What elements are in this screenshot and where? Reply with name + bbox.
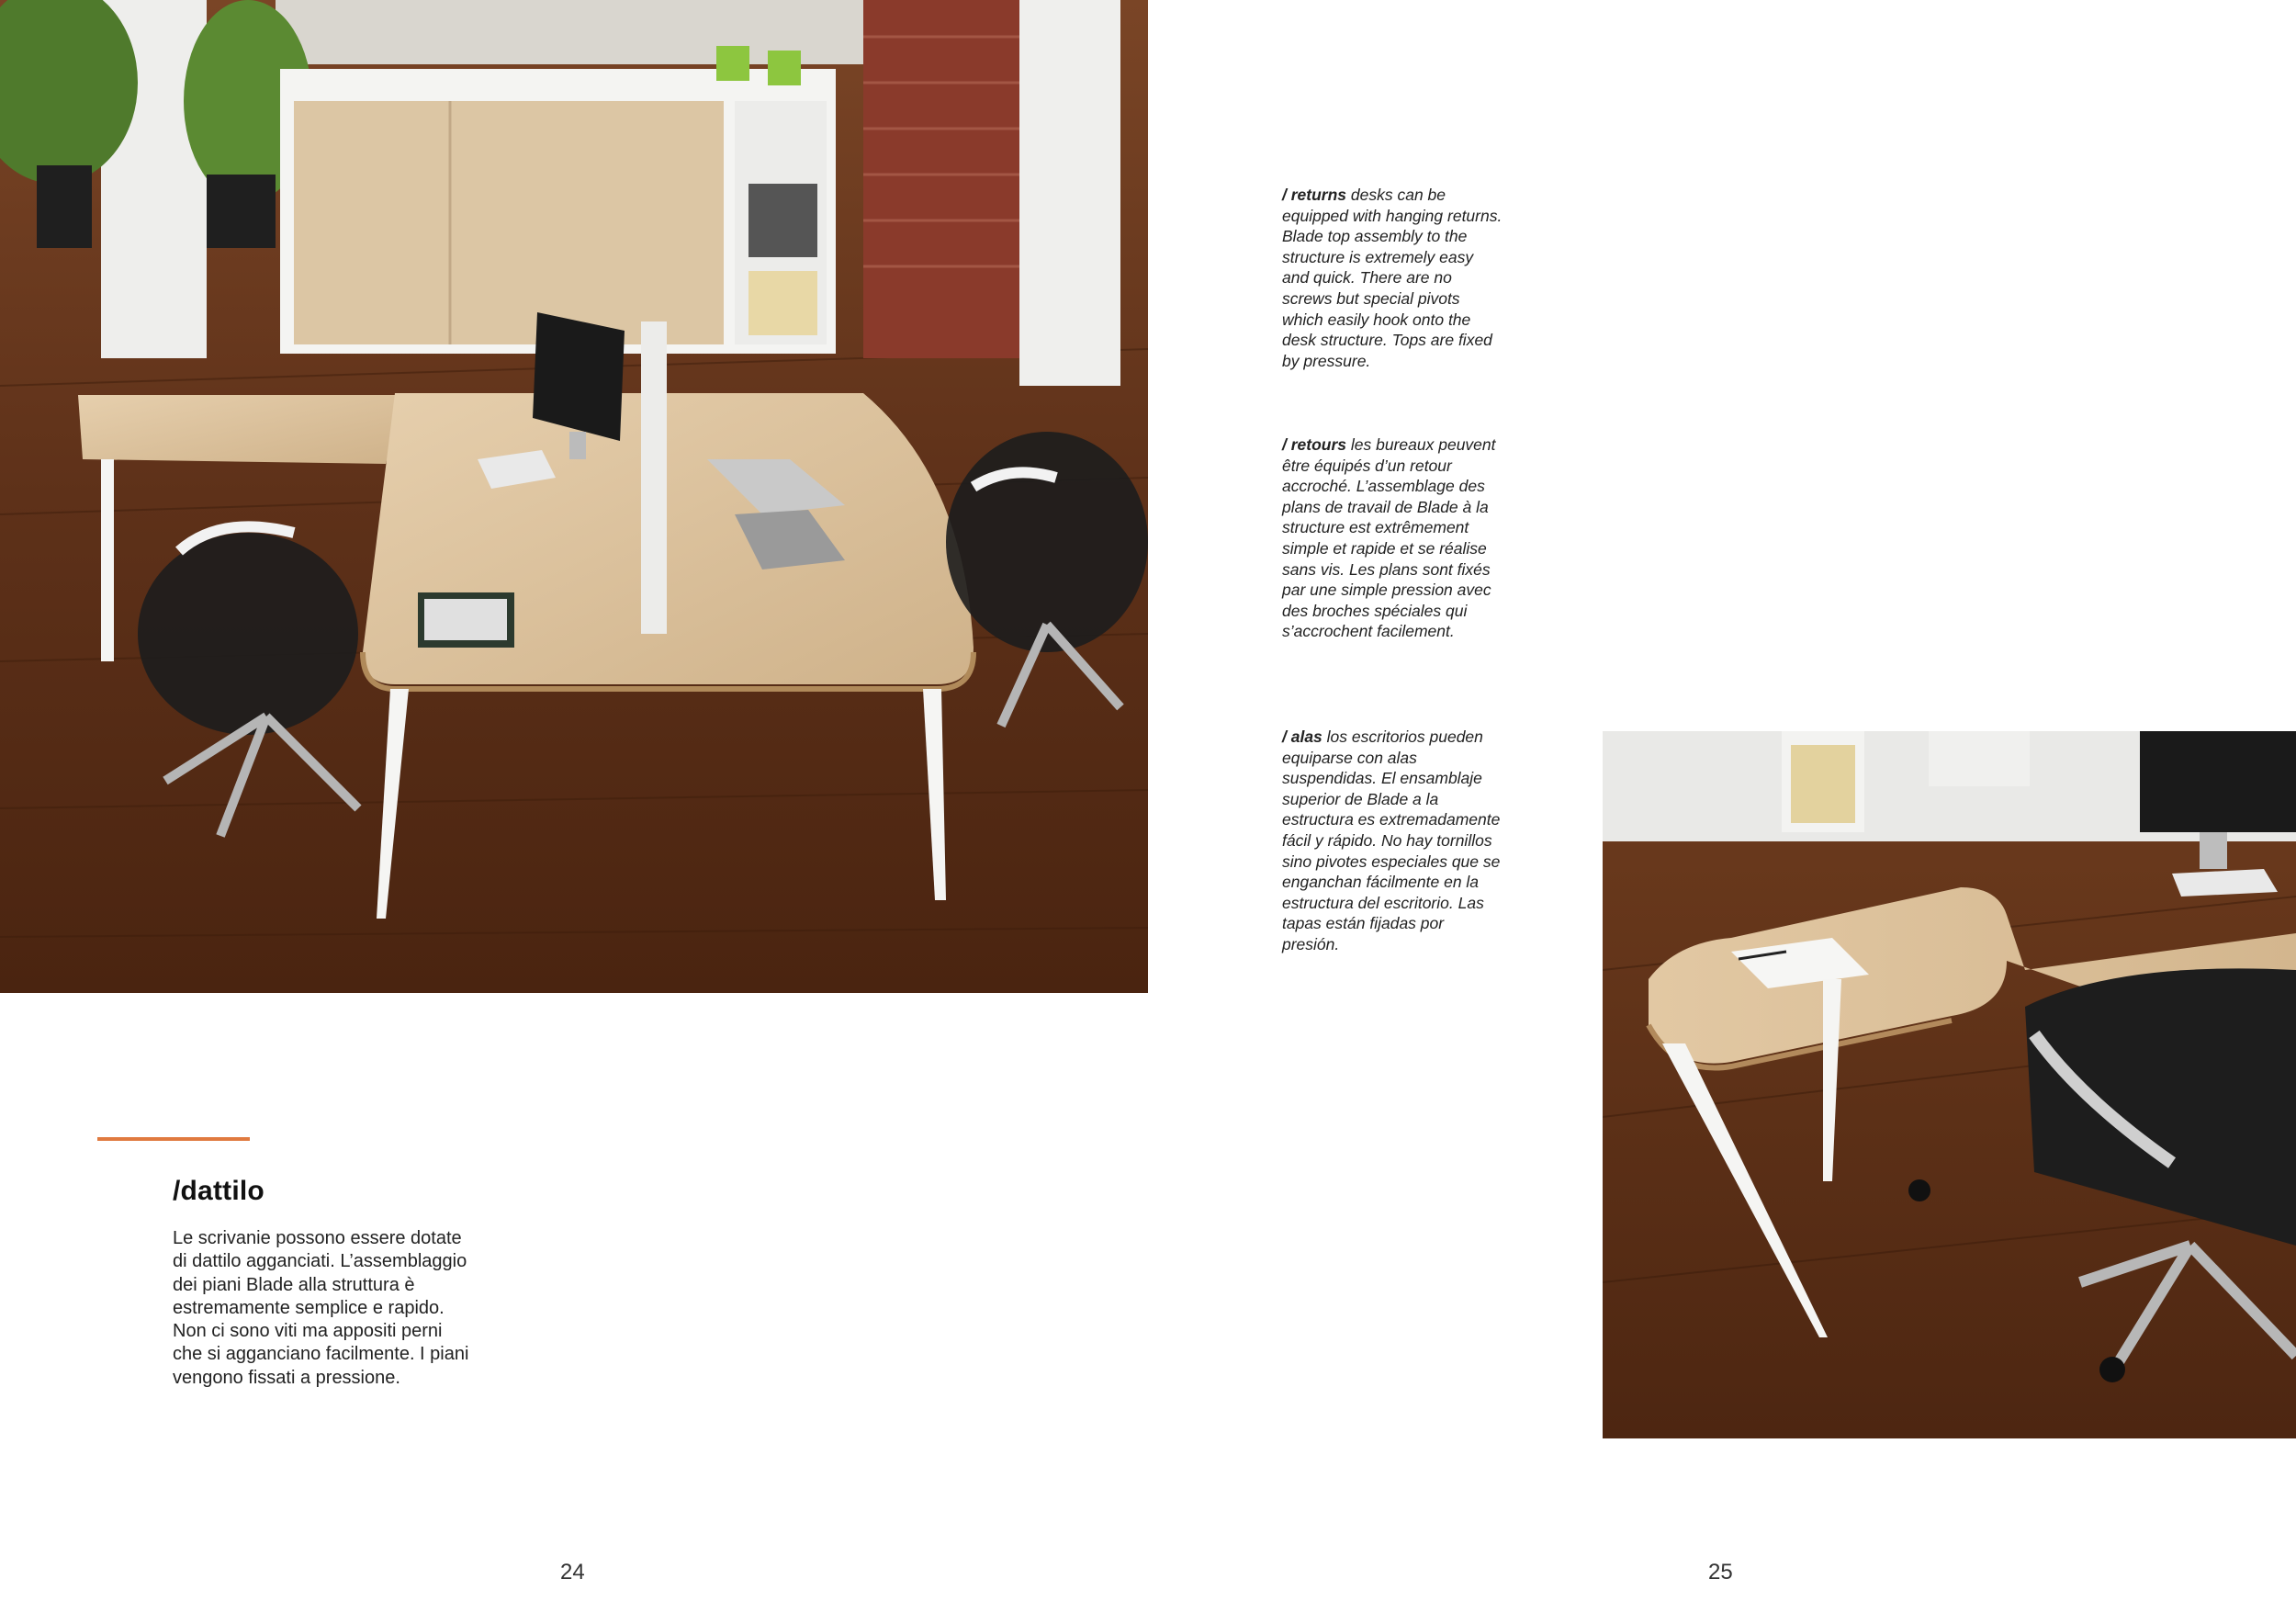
section-body: Le scrivanie possono essere dotate di dattilo agganciati. L’assemblaggio dei piani Blade alla struttura è estremamente semplice e rapido. Non ci sono viti ma appositi perni che si agganciano facilmente. I piani vengono fissati a pressione. [173, 1228, 469, 1388]
office-desk-photo [0, 0, 1148, 993]
keyword-retours: / retours [1282, 435, 1347, 454]
retours-body: les bureaux peuvent être équipés d’un retour accroché. L’assemblage des plans de travail de Blade à la structure est extrêmement simple et rapide et se réalise sans vis. Les plans sont fixés par une simple pression avec des broches spéciales qui s’accrochent facilement. [1282, 435, 1496, 641]
returns-text-en [1282, 185, 1503, 371]
page-number: 25 [1708, 1560, 1733, 1585]
accent-rule [97, 1137, 250, 1141]
alas-text-es [1282, 727, 1503, 955]
retours-text-fr [1282, 434, 1503, 642]
desk-return-illustration [1603, 731, 2296, 1438]
office-desk-illustration [0, 0, 1148, 993]
right-page [1148, 0, 2296, 1624]
keyword-alas: / alas [1282, 727, 1322, 746]
returns-body: desks can be equipped with hanging returns. Blade top assembly to the structure is extremely easy and quick. There are no screws but special pivots which easily hook onto the desk structure. Tops are fixed by pressure. [1282, 186, 1503, 370]
alas-body: los escritorios pueden equiparse con alas suspendidas. El ensamblaje superior de Blade a la estructura es extremadamente fácil y rápido. No hay tornillos sino pivotes especiales que se enganchan fácilmente en la estructura del escritorio. Las tapas están fijadas por presión. [1282, 727, 1501, 953]
page-number: 24 [560, 1560, 585, 1585]
section-title: /dattilo [173, 1176, 264, 1206]
desk-return-detail-photo [1603, 731, 2296, 1438]
keyword-returns: / returns [1282, 186, 1347, 204]
